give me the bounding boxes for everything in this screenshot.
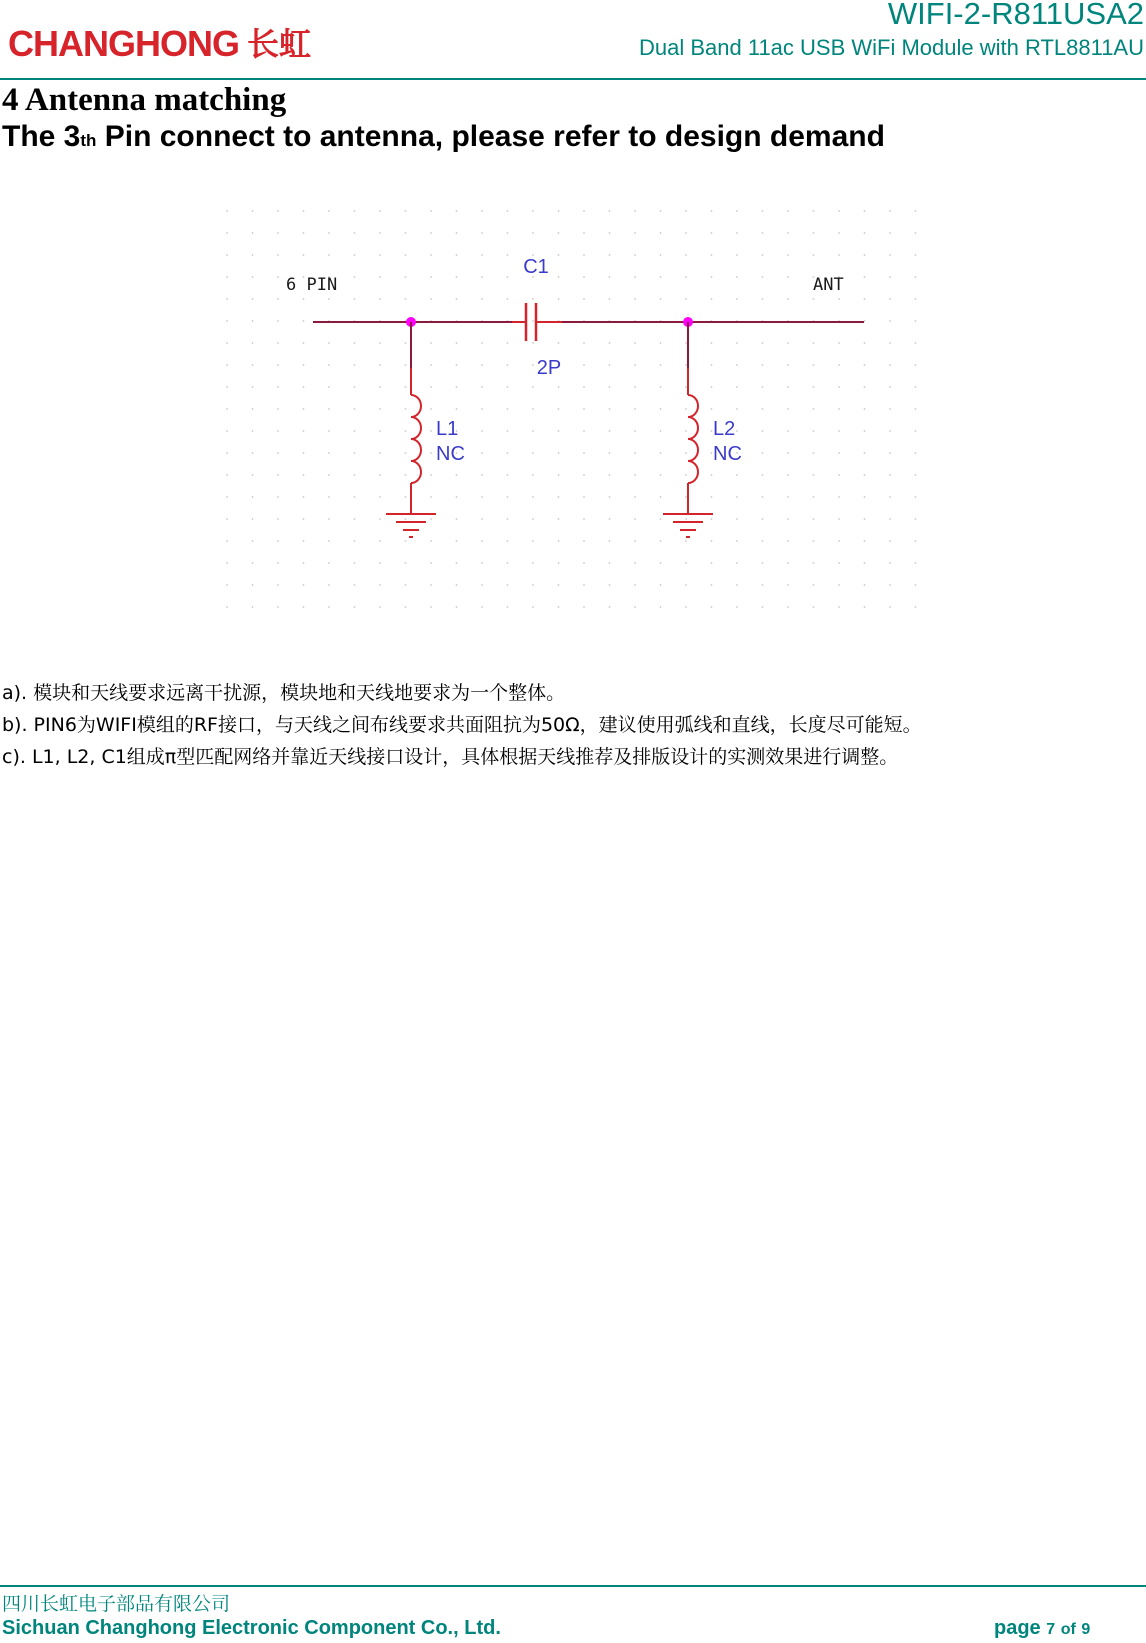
- subtitle-prefix: The 3: [2, 120, 81, 153]
- subtitle-rest: Pin connect to antenna, please refer to design demand: [96, 120, 885, 153]
- l1-ref-label: L1: [436, 418, 459, 440]
- l2-ref-label: L2: [713, 418, 736, 440]
- page-total: 9: [1081, 1621, 1091, 1638]
- schematic-grid: [226, 210, 926, 608]
- note-a: a). 模块和天线要求远离干扰源，模块地和天线地要求为一个整体。: [2, 682, 566, 704]
- page-of-word: of: [1060, 1621, 1076, 1638]
- logo-text: CHANGHONG: [8, 23, 239, 64]
- document-title: WIFI-2-R811USA2: [887, 0, 1144, 31]
- l1-value-label: NC: [436, 443, 465, 465]
- page-word: page: [994, 1617, 1041, 1639]
- subtitle-ordinal: th: [80, 131, 97, 150]
- company-logo: [8, 24, 311, 64]
- ant-label: ANT: [813, 275, 844, 295]
- note-c: c). L1, L2, C1组成π型匹配网络并靠近天线接口设计，具体根据天线推荐及排版设计的实测效果进行调整。: [2, 746, 899, 768]
- footer-company-cn: 四川长虹电子部品有限公司: [2, 1593, 231, 1615]
- section-subtitle: [2, 120, 885, 154]
- footer-divider: [0, 1585, 1146, 1587]
- c1-ref-label: C1: [523, 256, 549, 278]
- note-b: b). PIN6为WIFI模组的RF接口，与天线之间布线要求共面阻抗为50Ω，建议使用弧线和直线，长度尽可能短。: [2, 714, 922, 736]
- page-number: [994, 1617, 1090, 1640]
- section-title: 4 Antenna matching: [2, 82, 287, 118]
- page-current: 7: [1046, 1621, 1056, 1638]
- antenna-matching-schematic: [226, 210, 926, 610]
- header-divider: [0, 78, 1146, 80]
- document-subtitle: Dual Band 11ac USB WiFi Module with RTL8811AU: [638, 35, 1144, 60]
- logo-cn-text: 长虹: [247, 25, 312, 63]
- c1-value-label: 2P: [536, 357, 562, 379]
- pin-label: 6 PIN: [286, 275, 338, 295]
- l2-value-label: NC: [713, 443, 742, 465]
- footer-company-en: Sichuan Changhong Electronic Component Co., Ltd.: [2, 1617, 501, 1639]
